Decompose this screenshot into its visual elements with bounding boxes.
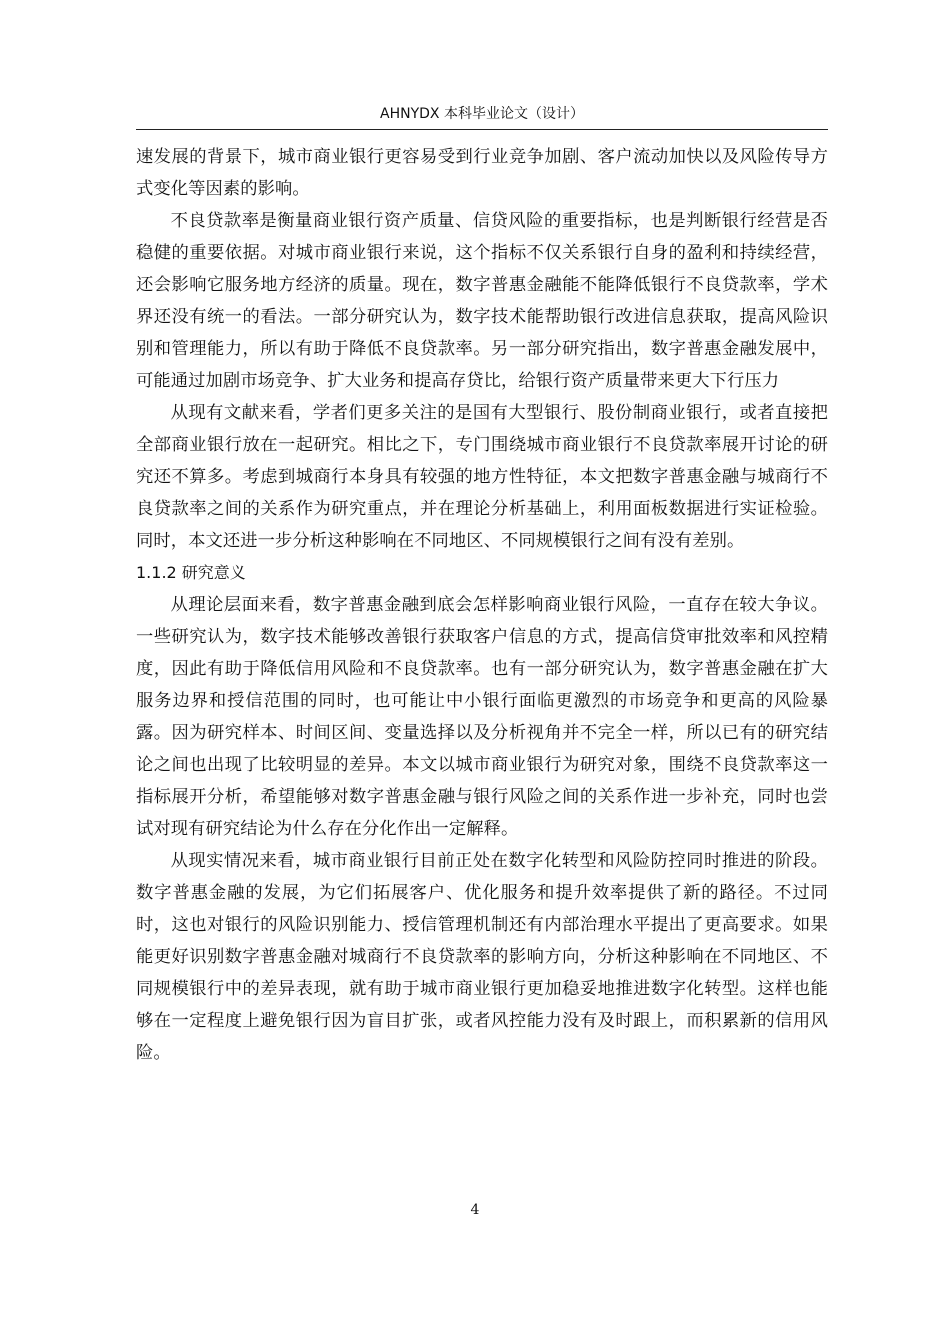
running-header: AHNYDX 本科毕业论文（设计）	[380, 106, 584, 122]
header-rule	[136, 129, 828, 130]
section-heading: 1.1.2 研究意义	[136, 563, 246, 582]
page-number: 4	[470, 1202, 480, 1218]
paragraph-npl-importance: 不良贷款率是衡量商业银行资产质量、信贷风险的重要指标，也是判断银行经营是否稳健的重要依据。对城市商业银行来说，这个指标不仅关系银行自身的盈利和持续经营，还会影响它服务地方经济的质量。现在，数字普惠金融能不能降低银行不良贷款率，学术界还没有统一的看法。一部分研究认为，数字技术能帮助银行改进信息获取，提高风险识别和管理能力，所以有助于降低不良贷款率。另一部分研究指出，数字普惠金融发展中，可能通过加剧市场竞争、扩大业务和提高存贷比，给银行资产质量带来更大下行压力	[136, 211, 828, 391]
continued-paragraph: 速发展的背景下，城市商业银行更容易受到行业竞争加剧、客户流动加快以及风险传导方式变化等因素的影响。	[136, 147, 828, 199]
paragraph-practical-significance: 从现实情况来看，城市商业银行目前正处在数字化转型和风险防控同时推进的阶段。数字普惠金融的发展，为它们拓展客户、优化服务和提升效率提供了新的路径。不过同时，这也对银行的风险识别能力、授信管理机制还有内部治理水平提出了更高要求。如果能更好识别数字普惠金融对城商行不良贷款率的影响方向，分析这种影响在不同地区、不同规模银行中的差异表现，就有助于城市商业银行更加稳妥地推进数字化转型。这样也能够在一定程度上避免银行因为盲目扩张，或者风控能力没有及时跟上，而积累新的信用风险。	[136, 851, 828, 1063]
paragraph-literature-review: 从现有文献来看，学者们更多关注的是国有大型银行、股份制商业银行，或者直接把全部商业银行放在一起研究。相比之下，专门围绕城市商业银行不良贷款率展开讨论的研究还不算多。考虑到城商行本身具有较强的地方性特征，本文把数字普惠金融与城商行不良贷款率之间的关系作为研究重点，并在理论分析基础上，利用面板数据进行实证检验。同时，本文还进一步分析这种影响在不同地区、不同规模银行之间有没有差别。	[136, 403, 828, 551]
paragraph-theoretical-significance: 从理论层面来看，数字普惠金融到底会怎样影响商业银行风险，一直存在较大争议。一些研究认为，数字技术能够改善银行获取客户信息的方式，提高信贷审批效率和风控精度，因此有助于降低信用风险和不良贷款率。也有一部分研究认为，数字普惠金融在扩大服务边界和授信范围的同时，也可能让中小银行面临更激烈的市场竞争和更高的风险暴露。因为研究样本、时间区间、变量选择以及分析视角并不完全一样，所以已有的研究结论之间也出现了比较明显的差异。本文以城市商业银行为研究对象，围绕不良贷款率这一指标展开分析，希望能够对数字普惠金融与银行风险之间的关系作进一步补充，同时也尝试对现有研究结论为什么存在分化作出一定解释。	[136, 595, 828, 839]
body-text	[136, 141, 828, 1069]
